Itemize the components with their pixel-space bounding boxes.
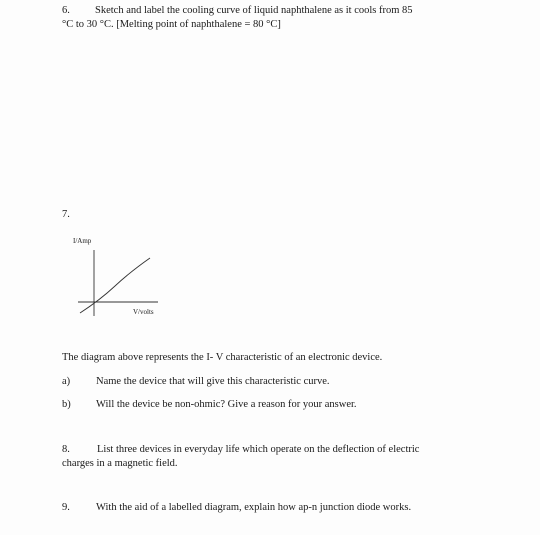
iv-curve xyxy=(80,258,150,313)
q9-text: With the aid of a labelled diagram, explain how ap-n junction diode works. xyxy=(96,502,412,513)
q8-text-line1: List three devices in everyday life which operate on the deflection of electric xyxy=(97,444,420,455)
q7-part-b-label: b) xyxy=(62,399,71,410)
graph-y-axis-label: I/Amp xyxy=(73,237,92,245)
q8-text-line2: charges in a magnetic field. xyxy=(62,458,178,469)
q7-intro: The diagram above represents the I- V characteristic of an electronic device. xyxy=(62,352,383,363)
q6-text-line1: Sketch and label the cooling curve of liquid naphthalene as it cools from 85 xyxy=(95,5,413,16)
q6-number: 6. xyxy=(62,5,70,16)
q7-part-a-text: Name the device that will give this characteristic curve. xyxy=(96,376,330,387)
graph-x-axis-label: V/volts xyxy=(133,308,154,316)
q7-number: 7. xyxy=(62,209,70,220)
q7-part-b-text: Will the device be non-ohmic? Give a reason for your answer. xyxy=(96,399,357,410)
q8-number: 8. xyxy=(62,444,70,455)
q6-text-line2: °C to 30 °C. [Melting point of naphthalene = 80 °C] xyxy=(62,19,281,30)
q7-part-a-label: a) xyxy=(62,376,71,387)
iv-characteristic-graph xyxy=(60,238,160,318)
q9-number: 9. xyxy=(62,502,70,513)
